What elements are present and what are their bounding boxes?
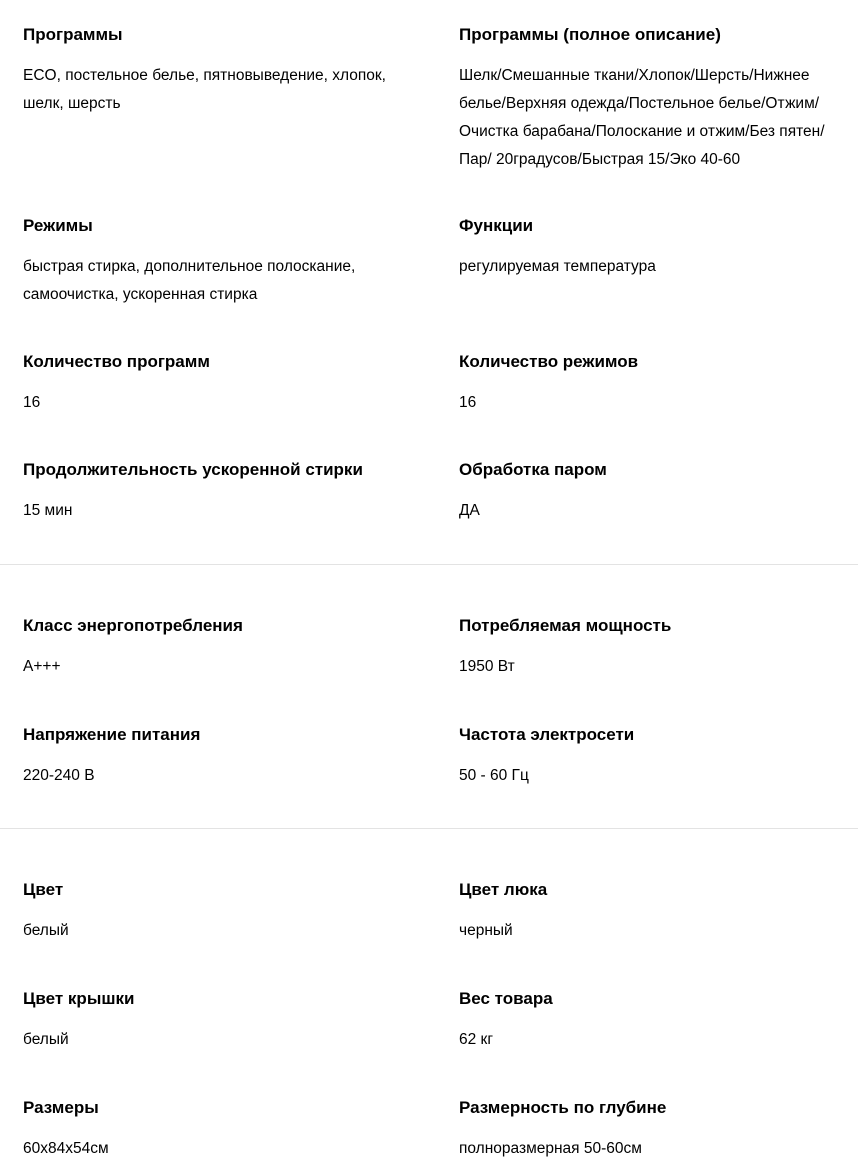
- spec-modes: [23, 216, 423, 309]
- spec-mode-count: [459, 352, 851, 417]
- spec-dimensions: [23, 1098, 423, 1163]
- spec-label: Частота электросети: [459, 725, 635, 744]
- spec-value: быстрая стирка, дополнительное полоскание, самоочистка, ускоренная стирка: [23, 258, 356, 303]
- spec-label: Обработка паром: [459, 460, 607, 479]
- spec-label: Функции: [459, 216, 534, 235]
- spec-label: Режимы: [23, 216, 93, 235]
- spec-value: A+++: [23, 658, 61, 675]
- spec-label: Цвет люка: [459, 880, 548, 899]
- spec-value: 62 кг: [459, 1031, 493, 1048]
- spec-label: Программы (полное описание): [459, 25, 721, 44]
- spec-label: Размеры: [23, 1098, 99, 1117]
- spec-label: Количество режимов: [459, 352, 639, 371]
- spec-door-color: [459, 880, 851, 945]
- spec-programs-full: [459, 25, 851, 174]
- spec-label: Размерность по глубине: [459, 1098, 667, 1117]
- spec-value: 16: [459, 394, 477, 411]
- spec-frequency: [459, 725, 851, 790]
- spec-power: [459, 616, 851, 681]
- spec-quick-wash-duration: [23, 460, 423, 525]
- spec-label: Напряжение питания: [23, 725, 201, 744]
- spec-label: Класс энергопотребления: [23, 616, 243, 635]
- spec-energy-class: [23, 616, 423, 681]
- spec-label: Продолжительность ускоренной стирки: [23, 460, 363, 479]
- spec-program-count: [23, 352, 423, 417]
- spec-label: Вес товара: [459, 989, 553, 1008]
- section-divider: [0, 564, 858, 565]
- section-divider: [0, 828, 858, 829]
- spec-programs: [23, 25, 423, 118]
- spec-weight: [459, 989, 851, 1054]
- spec-value: 1950 Вт: [459, 658, 515, 675]
- spec-depth-class: [459, 1098, 851, 1163]
- spec-label: Потребляемая мощность: [459, 616, 672, 635]
- spec-functions: [459, 216, 851, 281]
- spec-steam: [459, 460, 851, 525]
- spec-value: 220-240 В: [23, 767, 95, 784]
- spec-value: белый: [23, 1031, 69, 1048]
- spec-value: белый: [23, 922, 69, 939]
- spec-color: [23, 880, 423, 945]
- spec-label: Цвет: [23, 880, 64, 899]
- spec-label: Количество программ: [23, 352, 210, 371]
- spec-label: Цвет крышки: [23, 989, 135, 1008]
- spec-value: регулируемая температура: [459, 258, 656, 275]
- spec-value: Шелк/Смешанные ткани/Хлопок/Шерсть/Нижнее белье/Верхняя одежда/Постельное белье/Отжим/Очистка барабана/Полоскание и отжим/Без пятен/Пар/ 20градусов/Быстрая 15/Эко 40-60: [459, 67, 825, 168]
- spec-value: 16: [23, 394, 41, 411]
- spec-value: ДА: [459, 502, 480, 519]
- spec-value: ECO, постельное белье, пятновыведение, хлопок, шелк, шерсть: [23, 67, 386, 112]
- spec-value: полноразмерная 50-60см: [459, 1140, 642, 1157]
- spec-value: 50 - 60 Гц: [459, 767, 529, 784]
- spec-value: черный: [459, 922, 513, 939]
- spec-value: 15 мин: [23, 502, 73, 519]
- spec-value: 60x84x54см: [23, 1140, 109, 1157]
- spec-voltage: [23, 725, 423, 790]
- spec-label: Программы: [23, 25, 123, 44]
- spec-lid-color: [23, 989, 423, 1054]
